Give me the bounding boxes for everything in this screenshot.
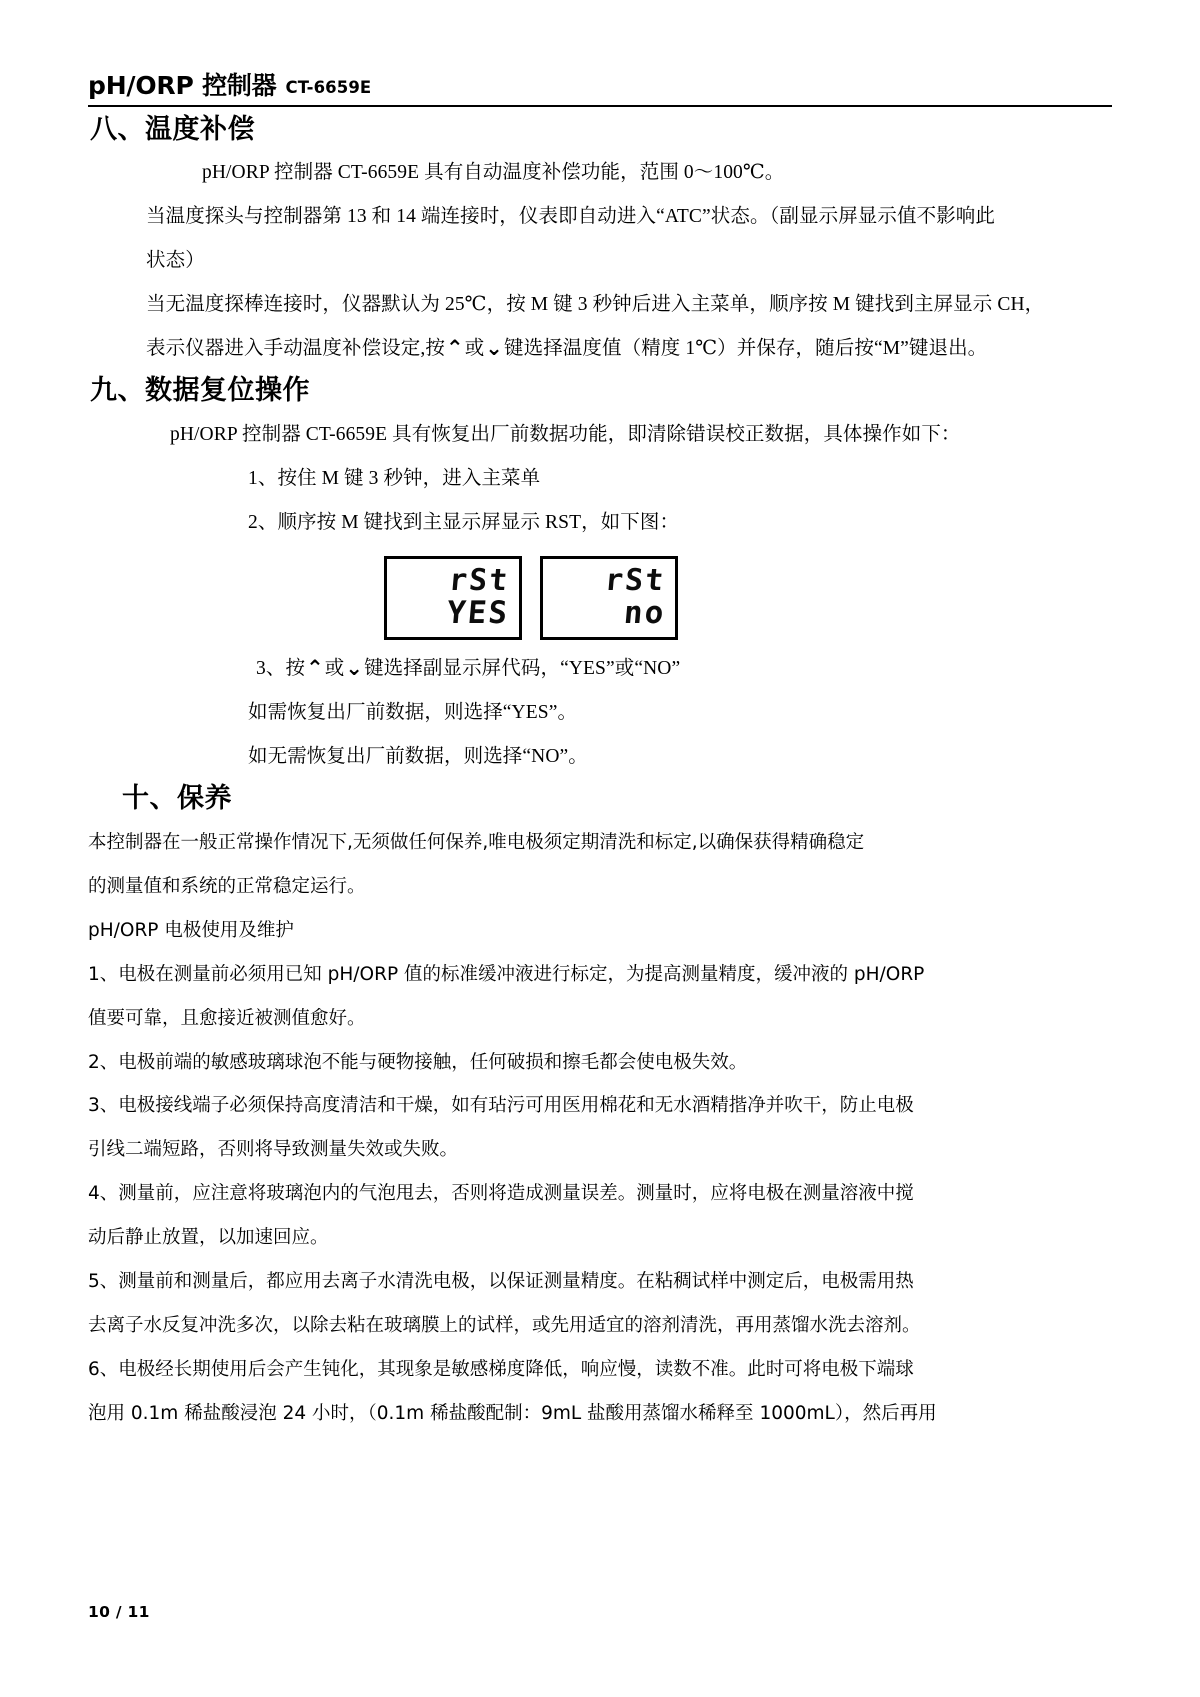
temp-comp-p5-part-a: 表示仪器进入手动温度补偿设定,按 [146, 338, 445, 360]
heading-maintenance: 十、保养 [122, 783, 232, 815]
lcd-yes-secondary-line: YES [445, 594, 511, 631]
data-reset-paragraph-1: pH/ORP 控制器 CT-6659E 具有恢复出厂前数据功能，即清除错误校正数据，具体操作如下： [170, 424, 961, 446]
maintenance-item-6-line-2: 泡用 0.1m 稀盐酸浸泡 24 小时，（0.1m 稀盐酸配制：9mL 盐酸用蒸馏水稀释至 1000mL），然后再用 [88, 1402, 937, 1424]
running-head-title: pH/ORP 控制器 [88, 71, 277, 100]
page-content [88, 72, 1112, 1439]
heading-data-reset: 九、数据复位操作 [90, 375, 310, 407]
data-reset-step-2: 2、顺序按 M 键找到主显示屏显示 RST，如下图： [248, 512, 680, 534]
data-reset-note-1: 如需恢复出厂前数据，则选择“YES”。 [248, 702, 578, 724]
lcd-display-yes [384, 556, 522, 640]
running-head-model: CT-6659E [285, 78, 372, 97]
up-chevron-icon: ⌃ [306, 656, 324, 681]
lcd-yes-main-line: rSt [447, 563, 511, 599]
down-chevron-icon: ⌄ [345, 656, 364, 681]
down-chevron-icon: ⌄ [485, 336, 503, 361]
header-divider [88, 105, 1112, 107]
page-footer [88, 1603, 150, 1621]
temp-comp-paragraph-5 [146, 330, 1112, 368]
data-reset-step3-part-c: 键选择副显示屏代码，“YES”或“NO” [364, 658, 681, 680]
maintenance-paragraph-2: 的测量值和系统的正常稳定运行。 [88, 875, 366, 897]
maintenance-item-4-line-1: 4、测量前，应注意将玻璃泡内的气泡甩去，否则将造成测量误差。测量时，应将电极在测量溶液中搅 [88, 1183, 914, 1205]
data-reset-step-1: 1、按住 M 键 3 秒钟，进入主菜单 [248, 468, 541, 490]
temp-comp-paragraph-1: pH/ORP 控制器 CT-6659E 具有自动温度补偿功能，范围 0～100℃。 [202, 162, 785, 184]
lcd-figure [384, 556, 1112, 640]
temp-comp-paragraph-4: 当无温度探棒连接时，仪器默认为 25℃，按 M 键 3 秒钟后进入主菜单，顺序按 M 键找到主屏显示 CH， [146, 294, 1045, 316]
lcd-no-secondary-line: no [622, 594, 667, 631]
maintenance-item-6-line-1: 6、电极经长期使用后会产生钝化，其现象是敏感梯度降低，响应慢，读数不准。此时可将电极下端球 [88, 1358, 914, 1380]
lcd-no-main-line: rSt [603, 563, 667, 599]
maintenance-item-1-line-1: 1、电极在测量前必须用已知 pH/ORP 值的标准缓冲液进行标定，为提高测量精度，缓冲液的 pH/ORP [88, 963, 925, 985]
maintenance-item-1-line-2: 值要可靠，且愈接近被测值愈好。 [88, 1007, 366, 1029]
page-number: 10 / 11 [88, 1603, 150, 1621]
data-reset-step-3 [256, 650, 1112, 688]
data-reset-step3-part-b: 或 [324, 658, 345, 680]
maintenance-item-5-line-1: 5、测量前和测量后，都应用去离子水清洗电极，以保证测量精度。在粘稠试样中测定后，电极需用热 [88, 1271, 914, 1293]
maintenance-item-3-line-1: 3、电极接线端子必须保持高度清洁和干燥，如有玷污可用医用棉花和无水酒精揩净并吹干，防止电极 [88, 1095, 914, 1117]
temp-comp-p5-part-b: 或 [464, 338, 485, 360]
maintenance-paragraph-1: 本控制器在一般正常操作情况下,无须做任何保养,唯电极须定期清洗和标定,以确保获得精确稳定 [88, 831, 865, 853]
data-reset-note-2: 如无需恢复出厂前数据，则选择“NO”。 [248, 746, 588, 768]
data-reset-step3-part-a: 3、按 [256, 658, 306, 680]
maintenance-subtitle: pH/ORP 电极使用及维护 [88, 919, 294, 941]
maintenance-item-4-line-2: 动后静止放置，以加速回应。 [88, 1227, 329, 1249]
maintenance-item-5-line-2: 去离子水反复冲洗多次，以除去粘在玻璃膜上的试样，或先用适宜的溶剂清洗，再用蒸馏水洗去溶剂。 [88, 1315, 921, 1337]
running-head [88, 72, 1112, 102]
temp-comp-paragraph-2: 当温度探头与控制器第 13 和 14 端连接时，仪表即自动进入“ATC”状态。（副显示屏显示值不影响此 [146, 206, 995, 228]
up-chevron-icon: ⌃ [445, 336, 464, 361]
maintenance-item-2: 2、电极前端的敏感玻璃球泡不能与硬物接触，任何破损和擦毛都会使电极失效。 [88, 1051, 748, 1073]
temp-comp-paragraph-3: 状态） [146, 250, 205, 272]
lcd-display-no [540, 556, 678, 640]
heading-temperature-compensation: 八、温度补偿 [90, 113, 255, 145]
maintenance-item-3-line-2: 引线二端短路，否则将导致测量失效或失败。 [88, 1139, 459, 1161]
temp-comp-p5-part-c: 键选择温度值（精度 1℃）并保存，随后按“M”键退出。 [504, 338, 988, 360]
